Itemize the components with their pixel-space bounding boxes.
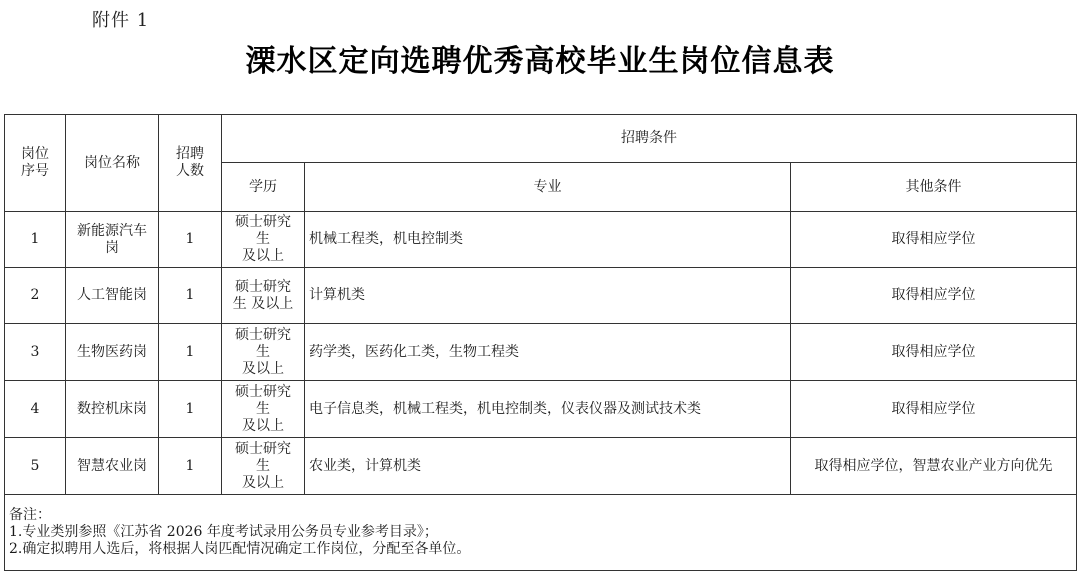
notes-cell [5, 495, 1077, 571]
position-name-cell [66, 381, 159, 438]
other-conditions-cell: 取得相应学位 [791, 212, 1077, 268]
education-line: 及以上 [242, 474, 284, 491]
position-seq-cell: 5 [5, 438, 66, 495]
header-row-top [5, 115, 1077, 163]
header-recruit-count-line: 招聘 [176, 146, 204, 162]
recruit-count-cell: 1 [159, 438, 222, 495]
other-conditions-cell: 取得相应学位 [791, 324, 1077, 381]
other-conditions-cell: 取得相应学位，智慧农业产业方向优先 [791, 438, 1077, 495]
notes-row [5, 495, 1077, 571]
position-name-line: 岗 [105, 239, 119, 256]
attachment-label: 附件 1 [92, 10, 150, 31]
education-line: 及以上 [242, 248, 284, 264]
major-cell: 电子信息类，机械工程类，机电控制类，仪表仪器及测试技术类 [305, 381, 791, 438]
header-position-seq-line: 岗位 [21, 146, 49, 162]
recruit-count-cell: 1 [159, 268, 222, 324]
notes-heading: 备注： [9, 507, 51, 523]
position-name-line: 智慧农业岗 [77, 457, 147, 474]
major-cell: 计算机类 [305, 268, 791, 324]
table-row [5, 212, 1077, 268]
page-title: 溧水区定向选聘优秀高校毕业生岗位信息表 [245, 44, 835, 79]
table-row [5, 438, 1077, 495]
position-name-cell [66, 212, 159, 268]
header-position-name: 岗位名称 [66, 115, 159, 212]
header-recruit-count [159, 115, 222, 212]
education-cell [222, 268, 305, 324]
header-recruit-conditions: 招聘条件 [222, 115, 1077, 163]
major-cell: 机械工程类，机电控制类 [305, 212, 791, 268]
education-line: 生 [256, 343, 270, 360]
position-name-line: 生物医药岗 [77, 343, 147, 360]
recruit-count-cell: 1 [159, 212, 222, 268]
position-info-table [4, 114, 1077, 571]
position-seq-cell: 4 [5, 381, 66, 438]
education-cell [222, 381, 305, 438]
education-line: 硕士研究 [235, 383, 291, 400]
header-other-conditions: 其他条件 [791, 163, 1077, 212]
position-seq-cell: 3 [5, 324, 66, 381]
education-line: 生 [256, 231, 270, 247]
education-line: 硕士研究 [235, 278, 291, 295]
header-position-seq [5, 115, 66, 212]
position-seq-cell: 2 [5, 268, 66, 324]
education-cell [222, 212, 305, 268]
major-cell: 农业类，计算机类 [305, 438, 791, 495]
header-education: 学历 [222, 163, 305, 212]
education-line: 生 [256, 400, 270, 417]
education-line: 硕士研究 [235, 440, 291, 457]
education-line: 硕士研究 [235, 214, 291, 230]
position-name-cell [66, 324, 159, 381]
table-row [5, 381, 1077, 438]
note-item: 1.专业类别参照《江苏省 2026 年度考试录用公务员专业参考目录》； [9, 524, 438, 540]
major-cell: 药学类，医药化工类，生物工程类 [305, 324, 791, 381]
education-cell [222, 324, 305, 381]
education-line: 生 及以上 [232, 295, 294, 312]
header-position-seq-line: 序号 [21, 163, 49, 179]
header-major: 专业 [305, 163, 791, 212]
education-line: 生 [256, 457, 270, 474]
position-name-cell [66, 438, 159, 495]
position-name-line: 数控机床岗 [77, 400, 147, 417]
recruit-count-cell: 1 [159, 381, 222, 438]
position-seq-cell: 1 [5, 212, 66, 268]
position-name-line: 人工智能岗 [77, 287, 147, 303]
education-line: 及以上 [242, 360, 284, 377]
note-item: 2.确定拟聘用人选后，将根据人岗匹配情况确定工作岗位，分配至各单位。 [9, 541, 471, 557]
position-name-line: 新能源汽车 [77, 222, 147, 239]
education-cell [222, 438, 305, 495]
other-conditions-cell: 取得相应学位 [791, 381, 1077, 438]
table-row [5, 324, 1077, 381]
recruit-count-cell: 1 [159, 324, 222, 381]
position-name-cell [66, 268, 159, 324]
header-recruit-count-line: 人数 [176, 163, 204, 179]
education-line: 及以上 [242, 417, 284, 434]
education-line: 硕士研究 [235, 326, 291, 343]
table-row [5, 268, 1077, 324]
other-conditions-cell: 取得相应学位 [791, 268, 1077, 324]
